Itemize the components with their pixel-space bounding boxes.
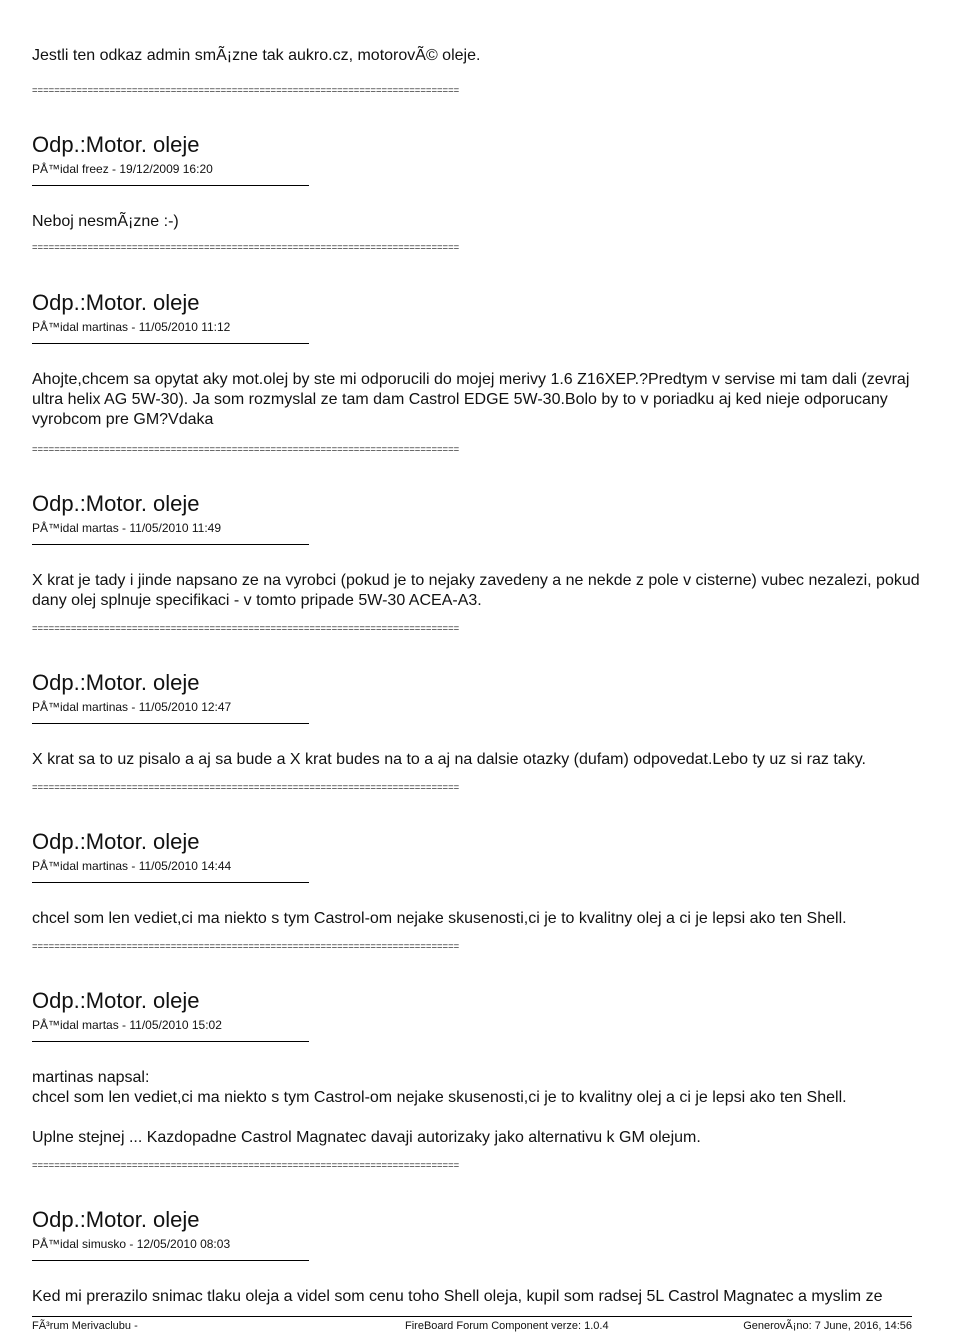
post-title: Odp.:Motor. oleje (32, 132, 200, 157)
post-body: Ahojte,chcem sa opytat aky mot.olej by ste mi odporucili do mojej merivy 1.6 Z16XEP.?Predtym v servise mi tam dali (zevraj ultra helix AG 5W-30). Ja som rozmyslal ze tam dam Castrol EDGE 5W-30.Bolo by to v poriadku aj ked nieje odporucany vyrobcom pre GM?Vdaka (32, 371, 914, 428)
separator: ============================================================================= (32, 942, 460, 952)
post-meta: PÅ™idal martinas - 11/05/2010 11:12 (32, 320, 231, 334)
post-meta: PÅ™idal martas - 11/05/2010 11:49 (32, 521, 221, 535)
post-title: Odp.:Motor. oleje (32, 290, 200, 315)
page-footer (32, 1316, 912, 1333)
post (32, 132, 937, 232)
post-divider (32, 1041, 309, 1042)
post-title: Odp.:Motor. oleje (32, 1207, 200, 1232)
post-title: Odp.:Motor. oleje (32, 491, 200, 516)
post-body: Ked mi prerazilo snimac tlaku oleja a videl som cenu toho Shell oleja, kupil som radsej 5L Castrol Magnatec a myslim ze (32, 1288, 883, 1305)
post-meta: PÅ™idal freez - 19/12/2009 16:20 (32, 162, 213, 176)
footer-site-name: FÃ³rum Merivaclubu - (32, 1320, 138, 1332)
post-divider (32, 723, 309, 724)
separator: ============================================================================= (32, 783, 460, 793)
post-title: Odp.:Motor. oleje (32, 988, 200, 1013)
footer-generated-date: GenerovÃ¡no: 7 June, 2016, 14:56 (743, 1320, 912, 1332)
post-divider (32, 544, 309, 545)
separator: ============================================================================= (32, 243, 460, 253)
post-meta: PÅ™idal simusko - 12/05/2010 08:03 (32, 1237, 231, 1251)
post-meta: PÅ™idal martas - 11/05/2010 15:02 (32, 1018, 222, 1032)
post-divider (32, 185, 309, 186)
post (32, 491, 937, 611)
post-body: X krat je tady i jinde napsano ze na vyrobci (pokud je to nejaky zavedeny a ne nekde z pole v cisterne) vubec nezalezi, pokud dany olej splnuje specifikaci - v tomto pripade 5W-30 ACEA-A3. (32, 572, 925, 609)
post-title: Odp.:Motor. oleje (32, 670, 200, 695)
footer-component-version: FireBoard Forum Component verze: 1.0.4 (405, 1320, 609, 1332)
post-title: Odp.:Motor. oleje (32, 829, 200, 854)
post-body: X krat sa to uz pisalo a aj sa bude a X krat budes na to a aj na dalsie otazky (dufam) odpovedat.Lebo ty uz si raz taky. (32, 751, 866, 768)
post-meta: PÅ™idal martinas - 11/05/2010 12:47 (32, 700, 232, 714)
post-divider (32, 882, 309, 883)
post (32, 290, 937, 430)
post-divider (32, 1260, 309, 1261)
post (32, 670, 937, 770)
separator: ============================================================================= (32, 624, 460, 634)
post (32, 988, 937, 1148)
post-body: chcel som len vediet,ci ma niekto s tym Castrol-om nejake skusenosti,ci je to kvalitny olej a ci je lepsi ako ten Shell. (32, 910, 847, 927)
separator: ============================================================================= (32, 1161, 460, 1171)
post-body: martinas napsal: chcel som len vediet,ci ma niekto s tym Castrol-om nejake skusenosti,ci je to kvalitny olej a ci je lepsi ako ten Shell. Uplne stejnej ... Kazdopadne Castrol Magnatec davaji autorizaky jako alternativu k GM olejum. (32, 1069, 847, 1146)
separator: ============================================================================= (32, 445, 460, 455)
post-meta: PÅ™idal martinas - 11/05/2010 14:44 (32, 859, 232, 873)
post-divider (32, 343, 309, 344)
separator: ============================================================================= (32, 86, 460, 96)
post-body: Neboj nesmÃ¡zne :-) (32, 213, 179, 230)
post (32, 1207, 937, 1307)
post (32, 829, 937, 929)
intro-text: Jestli ten odkaz admin smÃ¡zne tak aukro.cz, motorovÃ© oleje. (32, 47, 481, 64)
